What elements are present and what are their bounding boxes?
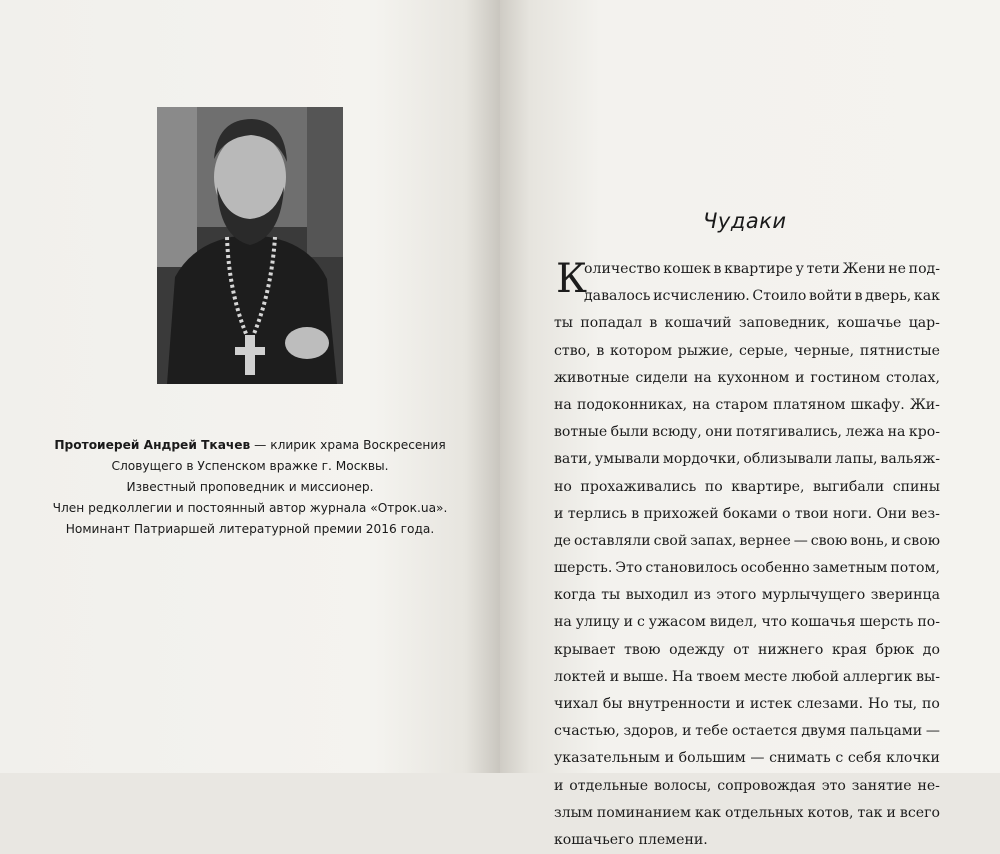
caption-line-3: Известный проповедник и миссионер.	[126, 480, 374, 494]
author-portrait-image	[157, 107, 343, 384]
story-line: но прохаживались по квартире, выгибали спины	[554, 478, 940, 495]
story-line: крывает твою одежду от нижнего края брюк до	[554, 641, 940, 658]
story-line: злым поминанием как отдельных котов, так и всего	[554, 804, 940, 821]
story-line: де оставляли свой запах, вернее — свою вонь, и свою	[554, 532, 940, 549]
story-line: давалось исчислению. Стоило войти в дверь, как	[584, 288, 940, 305]
story-line: вотные были всюду, они потягивались, лежа на кро-	[554, 424, 940, 441]
author-caption	[20, 435, 480, 540]
story-line: животные сидели на кухонном и гостином столах,	[554, 369, 940, 386]
caption-line-2: Словущего в Успенском вражке г. Москвы.	[111, 459, 389, 473]
story-line: и терлись в прихожей боками о твои ноги. Они вез-	[554, 505, 940, 522]
caption-line-1	[20, 435, 480, 456]
author-photo	[157, 107, 343, 384]
story-line: и отдельные волосы, сопровождая это занятие не-	[554, 777, 940, 794]
caption-line-5: Номинант Патриаршей литературной премии 2016 года.	[65, 522, 435, 536]
story-line: ты попадал в кошачий заповедник, кошачье цар-	[554, 315, 940, 332]
story-line: локтей и выше. На твоем месте любой аллергик вы-	[554, 668, 940, 685]
drop-cap: К	[556, 256, 587, 302]
caption-line-4: Член редколлегии и постоянный автор журнала «Отрок.ua».	[52, 501, 448, 515]
story-line: когда ты выходил из этого мурлычущего зверинца	[554, 587, 940, 604]
left-page	[0, 0, 500, 773]
chapter-title: Чудаки	[703, 209, 787, 233]
story-line: счастью, здоров, и тебе остается двумя пальцами —	[554, 723, 940, 740]
story-line: оличество кошек в квартире у тети Жени не под-	[584, 261, 940, 277]
story-line: на подоконниках, на старом платяном шкафу. Жи-	[554, 396, 940, 413]
story-line: вати, умывали мордочки, облизывали лапы, вальяж-	[554, 451, 940, 468]
author-name: Протоиерей Андрей Ткачев	[54, 438, 251, 452]
author-role: — клирик храма Воскресения	[250, 438, 446, 452]
story-line: ство, в котором рыжие, серые, черные, пятнистые	[554, 342, 940, 359]
story-line: указательным и большим — снимать с себя клочки	[554, 750, 940, 767]
story-line: на улицу и с ужасом видел, что кошачья шерсть по-	[554, 614, 940, 631]
story-line: шерсть. Это становилось особенно заметным потом,	[554, 560, 940, 577]
story-line: кошачьего племени.	[554, 831, 708, 848]
story-line: чихал бы внутренности и истек слезами. Но ты, по	[554, 696, 940, 712]
story-text	[554, 256, 940, 854]
